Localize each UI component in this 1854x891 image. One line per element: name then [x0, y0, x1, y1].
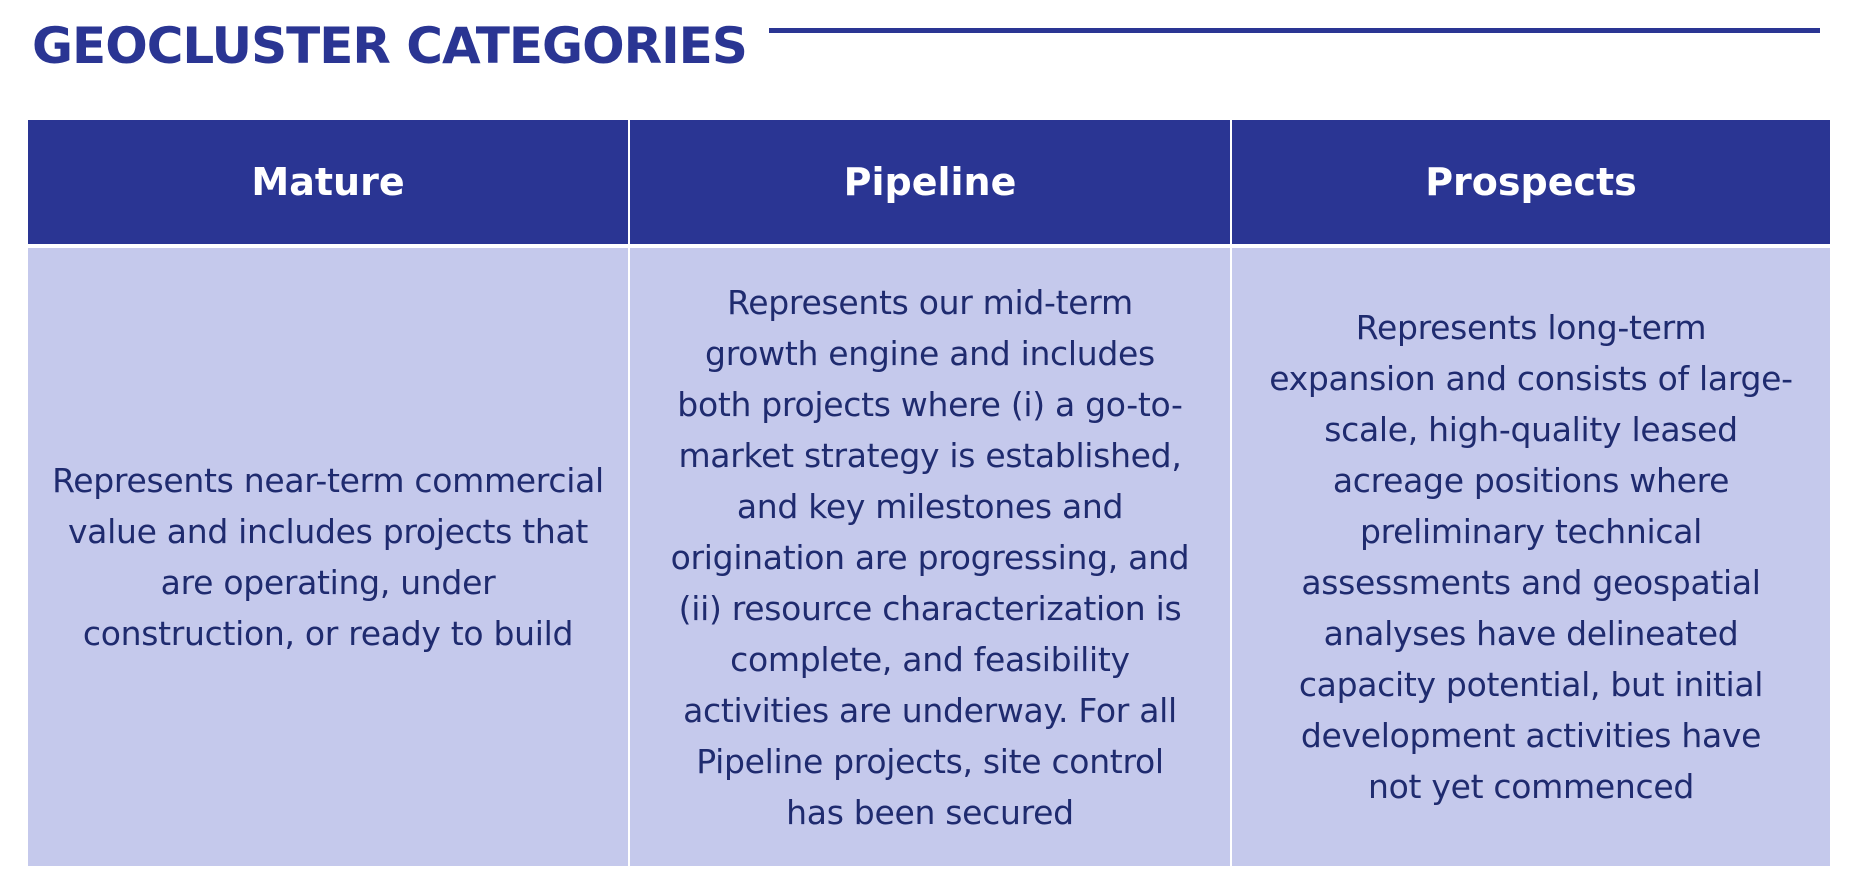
pipeline-line: complete, and feasibility — [730, 639, 1130, 679]
pipeline-line: origination are progressing, and — [670, 537, 1190, 577]
pipeline-line: and key milestones and — [736, 486, 1124, 526]
prospects-line: expansion and consists of large- — [1269, 359, 1793, 398]
geocluster-table — [28, 120, 1830, 866]
pipeline-line: Pipeline projects, site control — [696, 741, 1164, 781]
header-pipeline: Pipeline — [630, 120, 1230, 244]
pipeline-line: growth engine and includes — [705, 333, 1155, 373]
cell-pipeline-description — [630, 248, 1230, 866]
pipeline-line: has been secured — [786, 792, 1074, 832]
cell-mature-description — [28, 248, 628, 866]
mature-text — [52, 455, 604, 659]
prospects-line: capacity potential, but initial — [1298, 665, 1764, 704]
pipeline-line: market strategy is established, — [678, 435, 1182, 475]
prospects-line: analyses have delineated — [1323, 614, 1739, 653]
mature-line: Represents near-term commercial — [52, 461, 604, 500]
prospects-line: acreage positions where — [1332, 461, 1730, 500]
pipeline-line: both projects where (i) a go-to- — [677, 384, 1183, 424]
prospects-line: Represents long-term — [1355, 308, 1707, 347]
title-bar — [32, 8, 1820, 84]
header-mature: Mature — [28, 120, 628, 244]
pipeline-line: Represents our mid-term — [727, 282, 1133, 322]
mature-line: construction, or ready to build — [82, 614, 574, 653]
prospects-line: preliminary technical — [1359, 512, 1703, 551]
prospects-line: development activities have — [1300, 716, 1762, 755]
mature-line: are operating, under — [160, 563, 496, 602]
prospects-text — [1269, 302, 1793, 812]
cell-prospects-description — [1232, 248, 1830, 866]
page-title: GEOCLUSTER CATEGORIES — [32, 17, 747, 75]
prospects-line: not yet commenced — [1368, 767, 1694, 806]
prospects-line: scale, high-quality leased — [1324, 410, 1738, 449]
pipeline-line: activities are underway. For all — [683, 690, 1177, 730]
header-prospects: Prospects — [1232, 120, 1830, 244]
pipeline-line: (ii) resource characterization is — [678, 588, 1182, 628]
mature-line: value and includes projects that — [67, 512, 589, 551]
pipeline-text — [671, 277, 1190, 838]
prospects-line: assessments and geospatial — [1301, 563, 1761, 602]
title-rule — [769, 28, 1820, 33]
